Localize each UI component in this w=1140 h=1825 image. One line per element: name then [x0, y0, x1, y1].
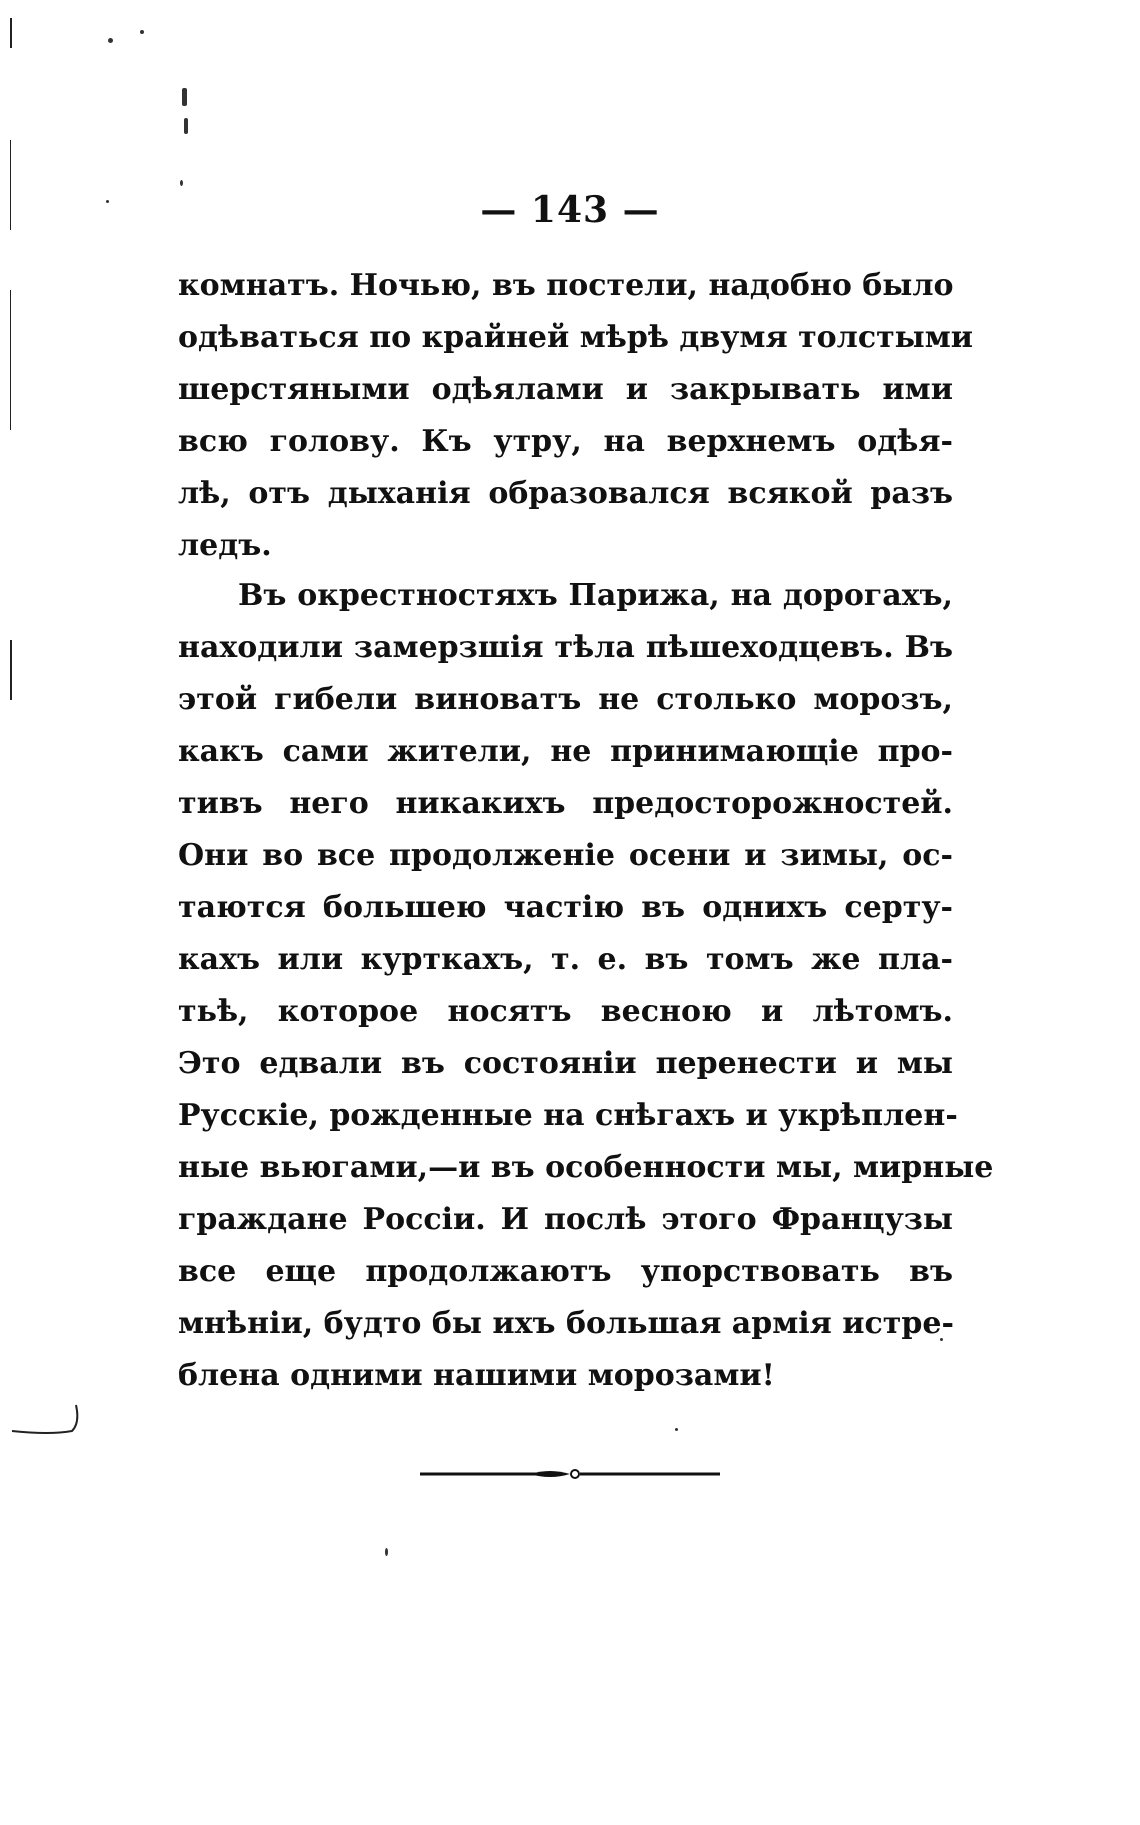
text-line: лѣ, отъ дыханія образовался всякой разъ — [178, 476, 953, 511]
text-line: ные вьюгами,—и въ особенности мы, мирные — [178, 1150, 994, 1185]
text-line: все еще продолжаютъ упорствовать въ — [178, 1254, 953, 1289]
text-line: граждане Россіи. И послѣ этого Французы — [178, 1202, 953, 1237]
text-line: этой гибели виноватъ не столько морозъ, — [178, 682, 953, 717]
page-number: — 143 — — [480, 189, 660, 231]
scan-speck — [108, 38, 113, 43]
scan-edge-mark — [10, 290, 11, 430]
paragraph-2 — [178, 570, 994, 1402]
text-line: тьѣ, которое носятъ весною и лѣтомъ. — [178, 994, 953, 1029]
text-line: шерстяными одѣялами и закрывать ими — [178, 372, 953, 407]
text-line: кахъ или курткахъ, т. е. въ томъ же пла- — [178, 942, 953, 977]
text-line: Они во все продолженіе осени и зимы, ос- — [178, 838, 953, 873]
scan-corner-mark — [10, 1395, 80, 1435]
text-line: Это едвали въ состояніи перенести и мы — [178, 1046, 953, 1081]
scan-speck — [184, 118, 188, 134]
text-line: комнатъ. Ночью, въ постели, надобно было — [178, 268, 954, 303]
separator-ornament — [420, 1466, 720, 1482]
scan-speck — [675, 1428, 678, 1431]
text-line: какъ сами жители, не принимающіе про- — [178, 734, 953, 769]
text-line: одѣваться по крайней мѣрѣ двумя толстыми — [178, 320, 974, 355]
scan-speck — [182, 88, 187, 106]
text-line: мнѣніи, будто бы ихъ большая армія истре- — [178, 1306, 954, 1341]
scan-speck — [180, 180, 183, 186]
text-line: таются большею частію въ однихъ серту- — [178, 890, 953, 925]
paragraph-1 — [178, 260, 974, 572]
text-line: тивъ него никакихъ предосторожностей. — [178, 786, 953, 821]
scan-speck — [140, 30, 144, 34]
scan-edge-mark — [10, 640, 12, 700]
text-line: Русскіе, рожденные на снѣгахъ и укрѣплен- — [178, 1098, 958, 1133]
text-line: Въ окрестностяхъ Парижа, на дорогахъ, — [238, 578, 953, 613]
scan-edge-mark — [10, 18, 12, 48]
scan-speck — [385, 1548, 388, 1556]
text-line: всю голову. Къ утру, на верхнемъ одѣя- — [178, 424, 953, 459]
text-line: находили замерзшія тѣла пѣшеходцевъ. Въ — [178, 630, 953, 665]
text-line: ледъ. — [178, 528, 272, 563]
text-line: блена одними нашими морозами! — [178, 1358, 775, 1393]
